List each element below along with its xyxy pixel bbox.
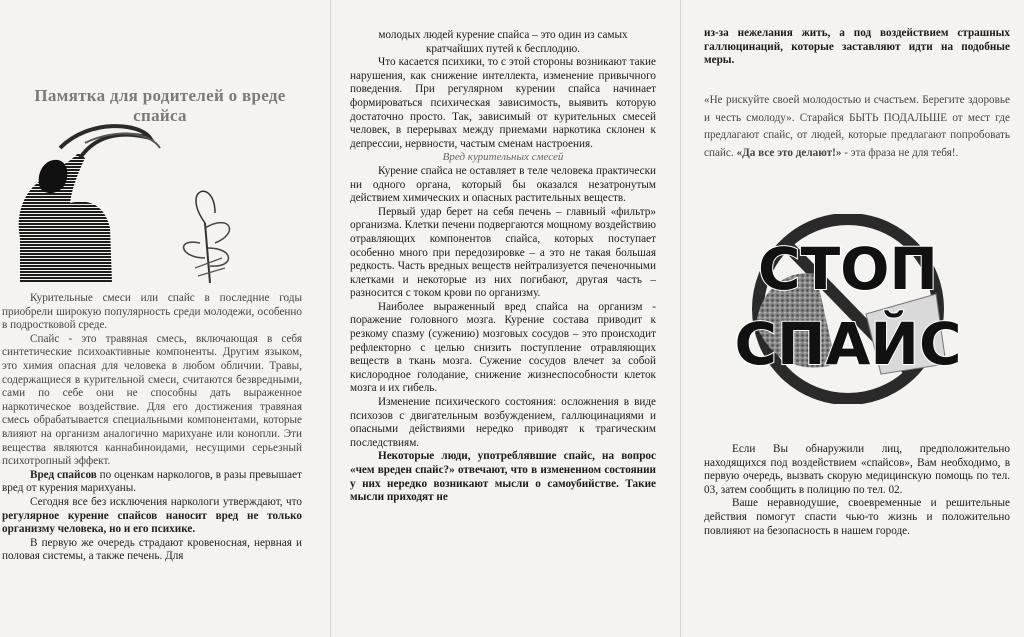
paragraph: Наиболее выраженный вред спайса на организм - поражение головного мозга. Курение состава приводит к резкому спазму (сужению) мозговых сосудов – это происходит рефлекторно с целью снизить поступление отравляющих веществ в ткань мозга. Сужение сосудов влечет за собой кислородное голодание, снижение жизнеспособности клеток мозга и их гибель. — [350, 300, 656, 395]
quote-paragraph: «Не рискуйте своей молодостью и счастьем. Берегите здоровье и честь смолоду». Старайся БЫТЬ ПОДАЛЬШЕ от мест где предлагают спайс, от людей, которые предлагают попробовать спайс. «Да все это делают!» - эта фраза не для тебя!. — [704, 94, 1010, 159]
middle-column — [344, 0, 662, 637]
quote-block — [704, 92, 1010, 162]
fold-line-left — [330, 0, 331, 637]
left-column — [0, 0, 312, 637]
harm-bold-text: Вред спайсов — [30, 468, 97, 481]
paragraph: молодых людей курение спайса – это один из самых кратчайших путей к бесплодию. — [378, 29, 628, 55]
paragraph: Сегодня все без исключения наркологи утверждают, что регулярное курение спайсов наносит вред не только организму человека, но и его психике. — [2, 495, 302, 536]
paragraph: Курение спайса не оставляет в теле человека практически ни одного органа, который бы оказался незатронутым действием химических и опасных растительных веществ. — [350, 164, 656, 205]
paragraph: Что касается психики, то с этой стороны возникают такие нарушения, как снижение интеллекта, изменение привычного поведения. При регулярном курении спайса начинает формироваться психическая зависимость, выявить которую достаточно просто. Так, зависимый от курительных смесей человек, в перерывах между приемами наркотика склонен к депрессии, нервности, частым сменам настроения. — [350, 56, 656, 150]
right-bottom-text — [704, 443, 1010, 538]
paragraph: Вред спайсов по оценкам наркологов, в разы превышает вред от курения марихуаны. — [2, 468, 302, 495]
smoker-illustration — [0, 118, 250, 283]
fold-line-right — [680, 0, 681, 637]
leaflet-title: Памятка для родителей о вреде спайса — [34, 86, 286, 125]
right-column — [698, 0, 1014, 637]
paragraph: Если Вы обнаружили лиц, предположительно находящихся под воздействием «спайсов», Вам необходимо, в первую очередь, вызвать скорую медицинскую помощь по тел. 03, затем сообщить в полицию по тел. 02. — [704, 443, 1010, 496]
paragraph: Изменение психического состояния: осложнения в виде психозов с двигательным возбуждением, галлюцинациями и опасными действиями нередко приводят к трагическим последствиям. — [350, 396, 656, 449]
logo-text-spice: СПАЙС — [734, 310, 962, 378]
paragraph: В первую же очередь страдают кровеносная, нервная и половая системы, а также печень. Для — [2, 536, 302, 563]
right-top-text — [704, 27, 1010, 68]
middle-text-block — [350, 29, 656, 505]
left-text-block — [2, 292, 302, 564]
caps-text: БЫТЬ ПОДАЛЬШЕ — [849, 111, 948, 124]
section-subheading: Вред курительных смесей — [442, 151, 564, 164]
paragraph: Курительные смеси или спайс в последние годы приобрели широкую популярность среди молодежи, особенно в подростковой среде. — [2, 292, 302, 332]
quote-bold: «Да все это делают!» — [736, 146, 842, 159]
bold-statement: регулярное курение спайсов наносит вред не только организму человека, но и его психике. — [2, 509, 302, 536]
paragraph: Первый удар берет на себя печень – главный «фильтр» организма. Клетки печени подвергаются мощному воздействию отравляющих компонентов спайса, которых поступает особенно много при передозировке – а это не такая большая редкость. Часть вредных веществ нейтрализуется печеночными клетками и некоторые из них погибают, другая часть – разносится с током крови по организму. — [350, 205, 656, 300]
paragraph: из-за нежелания жить, а под воздействием страшных галлюцинаций, которые заставляют идти на подобные меры. — [704, 27, 1010, 67]
logo-text-stop: СТОП — [758, 235, 938, 303]
paragraph: Спайс - это травяная смесь, включающая в себя синтетические психоактивные компоненты. Другим языком, это химия опасная для человека в любом обличии. Травы, содержащиеся в курительной смеси, считаются безвредными, сами по себе они не способны дать выраженное наркотическое воздействие. Для его достижения травяная смесь обрабатывается специальными компонентами, которые влияют на организм аналогично марихуане или конопли. Эти вещества являются каннабиноидами, несущими серьезный психотропный эффект. — [2, 332, 302, 468]
paragraph: Некоторые люди, употреблявшие спайс, на вопрос «чем вреден спайс?» отвечают, что в измененном состоянии у них нередко возникают мысли о самоубийстве. Такие мысли приходят не — [350, 450, 656, 504]
stop-spice-logo — [716, 214, 980, 404]
paragraph: Ваше неравнодушие, своевременные и решительные действия помогут спасти чью-то жизнь и положительно повлияют на безопасность в нашем городе. — [704, 497, 1010, 537]
